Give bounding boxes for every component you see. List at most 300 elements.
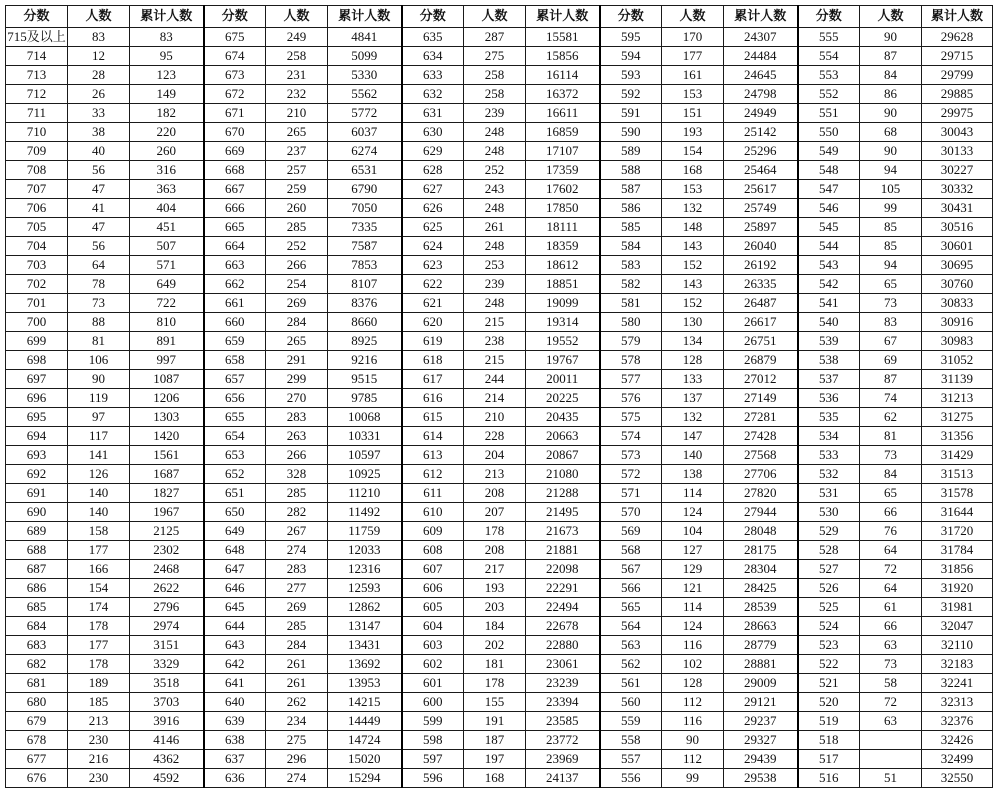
cumulative-count-cell: 25142 [724,123,798,142]
count-cell: 72 [860,560,922,579]
cumulative-count-cell: 31139 [922,370,993,389]
count-cell: 263 [266,427,328,446]
count-cell: 62 [860,408,922,427]
cumulative-count-cell: 31720 [922,522,993,541]
score-cell: 667 [204,180,266,199]
count-cell: 84 [860,66,922,85]
cumulative-count-cell: 26879 [724,351,798,370]
table-row [6,484,993,503]
score-cell: 539 [798,332,860,351]
score-cell: 705 [6,218,68,237]
count-cell: 234 [266,712,328,731]
score-cell: 528 [798,541,860,560]
count-cell: 257 [266,161,328,180]
table-row [6,256,993,275]
cumulative-count-cell: 3329 [130,655,204,674]
count-cell: 265 [266,123,328,142]
count-cell: 266 [266,446,328,465]
count-cell: 284 [266,636,328,655]
table-body [6,28,993,788]
score-cell: 632 [402,85,464,104]
cumulative-count-cell: 1687 [130,465,204,484]
cumulative-count-cell: 404 [130,199,204,218]
cumulative-count-cell: 32550 [922,769,993,788]
score-cell: 663 [204,256,266,275]
cumulative-count-cell: 17850 [526,199,600,218]
cumulative-count-cell: 8925 [328,332,402,351]
count-cell: 141 [68,446,130,465]
cumulative-count-cell: 1420 [130,427,204,446]
count-cell: 148 [662,218,724,237]
cumulative-count-cell: 1561 [130,446,204,465]
score-cell: 702 [6,275,68,294]
score-cell: 617 [402,370,464,389]
cumulative-count-cell: 26751 [724,332,798,351]
score-cell: 564 [600,617,662,636]
count-cell: 132 [662,199,724,218]
count-cell: 81 [68,332,130,351]
score-cell: 688 [6,541,68,560]
count-cell: 119 [68,389,130,408]
cumulative-count-cell: 26040 [724,237,798,256]
cumulative-count-cell: 649 [130,275,204,294]
count-cell: 102 [662,655,724,674]
score-cell: 520 [798,693,860,712]
cumulative-count-cell: 22880 [526,636,600,655]
score-cell: 526 [798,579,860,598]
score-cell: 612 [402,465,464,484]
score-cell: 558 [600,731,662,750]
table-row [6,712,993,731]
cumulative-count-cell: 27281 [724,408,798,427]
cumulative-count-cell: 31213 [922,389,993,408]
table-row [6,294,993,313]
score-cell: 638 [204,731,266,750]
count-cell: 117 [68,427,130,446]
score-cell: 620 [402,313,464,332]
count-cell: 283 [266,560,328,579]
cumulative-count-cell: 23585 [526,712,600,731]
score-cell: 691 [6,484,68,503]
cumulative-count-cell: 30601 [922,237,993,256]
score-cell: 686 [6,579,68,598]
cumulative-count-cell: 2622 [130,579,204,598]
count-header: 人数 [662,6,724,28]
score-cell: 588 [600,161,662,180]
count-cell: 64 [860,541,922,560]
table-row [6,560,993,579]
score-cell: 570 [600,503,662,522]
score-cell: 555 [798,28,860,47]
cumulative-count-cell: 7335 [328,218,402,237]
count-cell: 283 [266,408,328,427]
score-cell: 545 [798,218,860,237]
count-cell: 215 [464,313,526,332]
score-header: 分数 [600,6,662,28]
cumulative-count-cell: 28539 [724,598,798,617]
score-cell: 649 [204,522,266,541]
cumulative-count-cell: 27568 [724,446,798,465]
cumulative-count-cell: 4362 [130,750,204,769]
cumulative-count-cell: 21881 [526,541,600,560]
score-cell: 703 [6,256,68,275]
score-cell: 670 [204,123,266,142]
count-cell: 116 [662,712,724,731]
cumulative-count-cell: 8107 [328,275,402,294]
count-cell: 124 [662,617,724,636]
count-cell: 285 [266,484,328,503]
score-cell: 651 [204,484,266,503]
count-cell: 252 [464,161,526,180]
count-cell: 284 [266,313,328,332]
cumulative-count-cell: 8376 [328,294,402,313]
table-row [6,522,993,541]
score-cell: 599 [402,712,464,731]
count-cell: 41 [68,199,130,218]
score-cell: 603 [402,636,464,655]
cumulative-count-cell: 24137 [526,769,600,788]
cumulative-count-cell: 31856 [922,560,993,579]
cumulative-count-cell: 15020 [328,750,402,769]
count-cell: 65 [860,275,922,294]
cumulative-count-cell: 24798 [724,85,798,104]
cumulative-count-cell: 15856 [526,47,600,66]
score-cell: 571 [600,484,662,503]
cumulative-count-cell: 25749 [724,199,798,218]
score-cell: 580 [600,313,662,332]
cumulative-count-header: 累计人数 [328,6,402,28]
count-cell: 269 [266,598,328,617]
score-cell: 601 [402,674,464,693]
count-cell: 178 [68,655,130,674]
score-cell: 619 [402,332,464,351]
cumulative-count-cell: 28048 [724,522,798,541]
score-cell: 673 [204,66,266,85]
count-cell: 140 [68,503,130,522]
count-cell: 258 [464,85,526,104]
cumulative-count-cell: 29975 [922,104,993,123]
cumulative-count-cell: 8660 [328,313,402,332]
cumulative-count-cell: 32376 [922,712,993,731]
count-cell: 266 [266,256,328,275]
count-cell: 61 [860,598,922,617]
count-cell: 248 [464,294,526,313]
score-cell: 633 [402,66,464,85]
score-cell: 548 [798,161,860,180]
cumulative-count-cell: 28779 [724,636,798,655]
count-cell: 83 [68,28,130,47]
score-cell: 714 [6,47,68,66]
table-row [6,85,993,104]
score-cell: 521 [798,674,860,693]
cumulative-count-cell: 15581 [526,28,600,47]
count-cell: 270 [266,389,328,408]
cumulative-count-cell: 19767 [526,351,600,370]
cumulative-count-cell: 17602 [526,180,600,199]
count-cell: 151 [662,104,724,123]
count-cell: 285 [266,218,328,237]
cumulative-count-cell: 26617 [724,313,798,332]
score-cell: 561 [600,674,662,693]
count-cell: 87 [860,370,922,389]
score-cell: 646 [204,579,266,598]
count-header: 人数 [266,6,328,28]
cumulative-count-cell: 13692 [328,655,402,674]
score-cell: 699 [6,332,68,351]
cumulative-count-cell: 23772 [526,731,600,750]
cumulative-count-cell: 27820 [724,484,798,503]
score-cell: 563 [600,636,662,655]
score-cell: 682 [6,655,68,674]
count-cell: 28 [68,66,130,85]
cumulative-count-cell: 31920 [922,579,993,598]
cumulative-count-cell: 7853 [328,256,402,275]
score-cell: 645 [204,598,266,617]
count-cell: 228 [464,427,526,446]
cumulative-count-cell: 30227 [922,161,993,180]
count-cell: 291 [266,351,328,370]
count-cell: 64 [860,579,922,598]
count-cell: 203 [464,598,526,617]
cumulative-count-cell: 24484 [724,47,798,66]
cumulative-count-cell: 24949 [724,104,798,123]
cumulative-count-cell: 997 [130,351,204,370]
score-cell: 537 [798,370,860,389]
score-cell: 568 [600,541,662,560]
score-cell: 549 [798,142,860,161]
cumulative-count-cell: 29009 [724,674,798,693]
table-row [6,351,993,370]
count-cell: 248 [464,142,526,161]
score-cell: 708 [6,161,68,180]
count-cell: 73 [860,294,922,313]
score-cell: 592 [600,85,662,104]
cumulative-count-cell: 29799 [922,66,993,85]
cumulative-count-cell: 22494 [526,598,600,617]
score-cell: 643 [204,636,266,655]
count-cell: 51 [860,769,922,788]
cumulative-count-cell: 21080 [526,465,600,484]
count-cell: 214 [464,389,526,408]
cumulative-count-cell: 83 [130,28,204,47]
score-cell: 596 [402,769,464,788]
score-cell: 616 [402,389,464,408]
cumulative-count-cell: 26487 [724,294,798,313]
count-cell: 258 [266,47,328,66]
cumulative-count-cell: 1087 [130,370,204,389]
cumulative-count-cell: 30332 [922,180,993,199]
cumulative-count-cell: 12593 [328,579,402,598]
table-header-row [6,6,993,28]
table-row [6,731,993,750]
count-cell: 275 [464,47,526,66]
score-cell: 655 [204,408,266,427]
score-cell: 533 [798,446,860,465]
table-row [6,161,993,180]
score-cell: 584 [600,237,662,256]
score-cell: 679 [6,712,68,731]
count-cell: 239 [464,104,526,123]
count-cell: 287 [464,28,526,47]
count-cell: 112 [662,750,724,769]
cumulative-count-cell: 20435 [526,408,600,427]
table-row [6,674,993,693]
count-cell: 130 [662,313,724,332]
count-cell: 86 [860,85,922,104]
count-cell: 76 [860,522,922,541]
cumulative-count-cell: 20225 [526,389,600,408]
cumulative-count-header: 累计人数 [922,6,993,28]
count-cell: 63 [860,712,922,731]
cumulative-count-cell: 5330 [328,66,402,85]
score-cell: 711 [6,104,68,123]
score-cell: 522 [798,655,860,674]
cumulative-count-cell: 29121 [724,693,798,712]
cumulative-count-cell: 27428 [724,427,798,446]
table-row [6,503,993,522]
cumulative-count-cell: 30431 [922,199,993,218]
score-cell: 531 [798,484,860,503]
score-cell: 684 [6,617,68,636]
score-cell: 575 [600,408,662,427]
score-cell: 671 [204,104,266,123]
table-row [6,218,993,237]
cumulative-count-cell: 16372 [526,85,600,104]
cumulative-count-cell: 29439 [724,750,798,769]
cumulative-count-cell: 29885 [922,85,993,104]
cumulative-count-cell: 6531 [328,161,402,180]
count-cell: 121 [662,579,724,598]
count-cell: 126 [68,465,130,484]
count-cell: 116 [662,636,724,655]
cumulative-count-header: 累计人数 [130,6,204,28]
score-cell: 615 [402,408,464,427]
cumulative-count-cell: 19314 [526,313,600,332]
count-cell: 124 [662,503,724,522]
score-cell: 675 [204,28,266,47]
count-cell: 147 [662,427,724,446]
score-cell: 628 [402,161,464,180]
cumulative-count-cell: 32426 [922,731,993,750]
count-cell: 128 [662,674,724,693]
score-cell: 704 [6,237,68,256]
count-cell: 154 [662,142,724,161]
cumulative-count-cell: 95 [130,47,204,66]
cumulative-count-cell: 7587 [328,237,402,256]
cumulative-count-cell: 12033 [328,541,402,560]
cumulative-count-cell: 16859 [526,123,600,142]
cumulative-count-header: 累计人数 [724,6,798,28]
score-cell: 562 [600,655,662,674]
count-cell: 129 [662,560,724,579]
count-cell: 88 [68,313,130,332]
count-cell: 260 [266,199,328,218]
score-cell: 692 [6,465,68,484]
table-row [6,142,993,161]
count-cell: 97 [68,408,130,427]
score-cell: 637 [204,750,266,769]
cumulative-count-cell: 23239 [526,674,600,693]
count-cell: 81 [860,427,922,446]
score-cell: 607 [402,560,464,579]
score-cell: 697 [6,370,68,389]
table-row [6,655,993,674]
table-row [6,104,993,123]
table-row [6,28,993,47]
score-cell: 585 [600,218,662,237]
score-cell: 707 [6,180,68,199]
cumulative-count-cell: 3518 [130,674,204,693]
table-row [6,180,993,199]
count-cell: 56 [68,161,130,180]
score-cell: 593 [600,66,662,85]
count-cell: 265 [266,332,328,351]
cumulative-count-cell: 31356 [922,427,993,446]
count-cell: 274 [266,769,328,788]
count-cell: 187 [464,731,526,750]
cumulative-count-cell: 29628 [922,28,993,47]
score-cell: 525 [798,598,860,617]
cumulative-count-cell: 451 [130,218,204,237]
score-cell: 672 [204,85,266,104]
table-row [6,47,993,66]
count-cell: 140 [662,446,724,465]
cumulative-count-cell: 19552 [526,332,600,351]
cumulative-count-cell: 30516 [922,218,993,237]
cumulative-count-cell: 29715 [922,47,993,66]
score-cell: 661 [204,294,266,313]
score-cell: 559 [600,712,662,731]
count-cell: 73 [68,294,130,313]
count-cell: 177 [662,47,724,66]
score-cell: 640 [204,693,266,712]
count-cell: 285 [266,617,328,636]
cumulative-count-cell: 30916 [922,313,993,332]
score-cell: 538 [798,351,860,370]
count-cell: 67 [860,332,922,351]
cumulative-count-cell: 11759 [328,522,402,541]
cumulative-count-cell: 9785 [328,389,402,408]
cumulative-count-cell: 32183 [922,655,993,674]
score-cell: 664 [204,237,266,256]
count-cell: 140 [68,484,130,503]
score-cell: 662 [204,275,266,294]
count-cell: 207 [464,503,526,522]
count-cell: 254 [266,275,328,294]
score-cell: 629 [402,142,464,161]
count-cell: 252 [266,237,328,256]
table-row [6,408,993,427]
score-cell: 560 [600,693,662,712]
cumulative-count-cell: 27944 [724,503,798,522]
count-cell: 90 [68,370,130,389]
count-cell: 72 [860,693,922,712]
cumulative-count-cell: 11210 [328,484,402,503]
score-cell: 635 [402,28,464,47]
table-row [6,389,993,408]
count-cell: 210 [266,104,328,123]
cumulative-count-cell: 31644 [922,503,993,522]
score-cell: 519 [798,712,860,731]
cumulative-count-cell: 30983 [922,332,993,351]
count-cell: 154 [68,579,130,598]
count-cell: 208 [464,484,526,503]
count-cell: 274 [266,541,328,560]
score-cell: 618 [402,351,464,370]
score-cell: 587 [600,180,662,199]
score-cell: 701 [6,294,68,313]
cumulative-count-cell: 3151 [130,636,204,655]
